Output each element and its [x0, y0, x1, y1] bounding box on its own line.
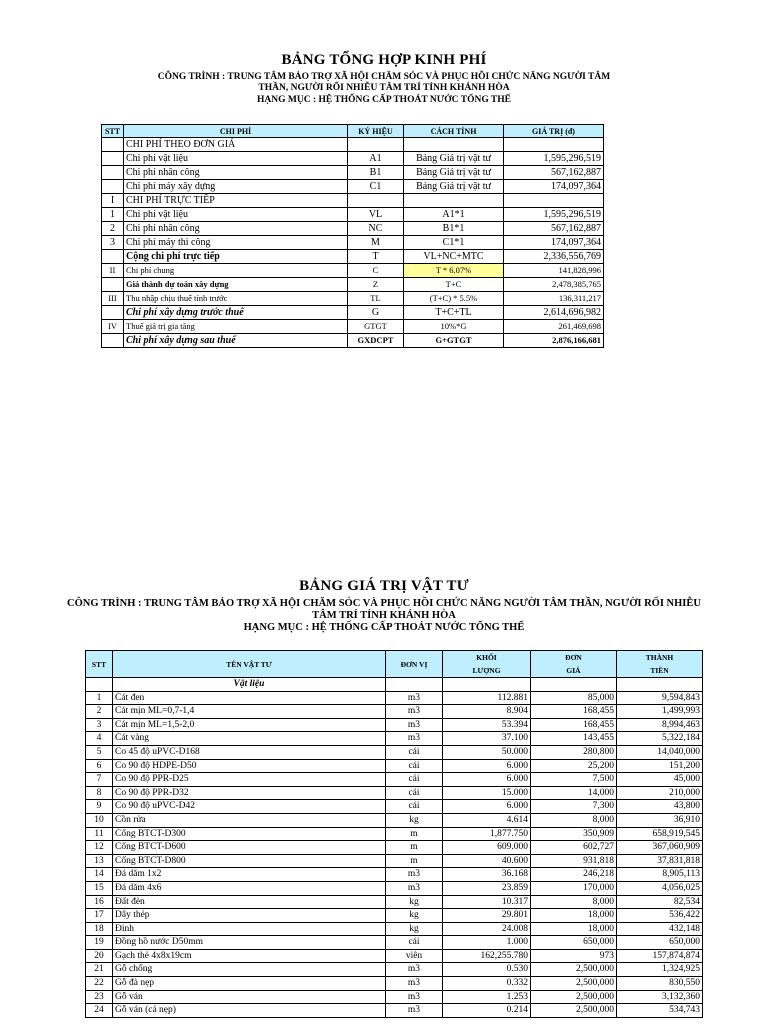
mat-stt: 7 [86, 773, 113, 787]
materials-title: BẢNG GIÁ TRỊ VẬT TƯ [299, 578, 469, 594]
mat-price: 18,000 [531, 922, 617, 936]
mat-name: Dây thép [113, 909, 386, 923]
summary-stt: II [102, 264, 124, 278]
mat-unit: m3 [386, 881, 443, 895]
materials-row [86, 732, 703, 746]
mat-unit: m3 [386, 732, 443, 746]
summary-ky-hieu: GXDCPT [348, 334, 404, 348]
summary-stt [102, 166, 124, 180]
summary-gia-tri [504, 194, 604, 208]
summary-gia-tri: 2,478,385,765 [504, 278, 604, 292]
mat-price: 8,000 [531, 813, 617, 827]
summary-ky-hieu: B1 [348, 166, 404, 180]
mat-unit: cái [386, 936, 443, 950]
materials-row [86, 718, 703, 732]
mat-qty: 8.904 [443, 705, 531, 719]
mat-stt: 4 [86, 732, 113, 746]
summary-chi-phi: Chi phí nhân công [124, 222, 348, 236]
mat-unit: viên [386, 949, 443, 963]
mat-qty: 29.801 [443, 909, 531, 923]
materials-row [86, 705, 703, 719]
summary-gia-tri: 2,614,696,982 [504, 306, 604, 320]
summary-cach-tinh: Bảng Giá trị vật tư [404, 152, 504, 166]
mat-total: 1,499,993 [617, 705, 703, 719]
mat-price: 170,000 [531, 881, 617, 895]
mat-unit: cái [386, 800, 443, 814]
mat-name: Gỗ ván (cả nẹp) [113, 1004, 386, 1018]
materials-table [85, 650, 703, 1018]
summary-stt [102, 306, 124, 320]
summary-cach-tinh: VL+NC+MTC [404, 250, 504, 264]
summary-cach-tinh: T+C [404, 278, 504, 292]
mat-unit: cái [386, 745, 443, 759]
mat-unit: kg [386, 909, 443, 923]
mat-stt: 19 [86, 936, 113, 950]
mat-total: 367,060,909 [617, 841, 703, 855]
summary-stt [102, 180, 124, 194]
mat-price: 650,000 [531, 936, 617, 950]
mat-qty: 112.881 [443, 691, 531, 705]
mat-header-price [531, 651, 617, 678]
mat-stt: 22 [86, 977, 113, 991]
mat-qty: 1.253 [443, 990, 531, 1004]
summary-ky-hieu: A1 [348, 152, 404, 166]
summary-ky-hieu: GTGT [348, 320, 404, 334]
mat-name: Gỗ đà nẹp [113, 977, 386, 991]
mat-name: Co 90 độ PPR-D32 [113, 786, 386, 800]
mat-header-stt: STT [86, 651, 113, 678]
summary-row [102, 334, 604, 348]
summary-stt: 1 [102, 208, 124, 222]
mat-total: 157,874,874 [617, 949, 703, 963]
mat-total: 5,322,184 [617, 732, 703, 746]
mat-total: 82,534 [617, 895, 703, 909]
mat-header-qty-1: KHỐI [476, 653, 497, 662]
mat-qty: 0.530 [443, 963, 531, 977]
summary-row [102, 208, 604, 222]
header-gia-tri: GIÁ TRỊ (đ) [504, 125, 604, 138]
summary-chi-phi: Giá thành dự toán xây dựng [124, 278, 348, 292]
summary-cach-tinh: (T+C) * 5.5% [404, 292, 504, 306]
mat-unit: m3 [386, 718, 443, 732]
summary-cach-tinh: C1*1 [404, 236, 504, 250]
summary-chi-phi: Chi phí xây dựng trước thuế [124, 306, 348, 320]
summary-cach-tinh [404, 138, 504, 152]
mat-total: 1,324,925 [617, 963, 703, 977]
mat-name: Cống BTCT-D300 [113, 827, 386, 841]
mat-name: Co 90 độ uPVC-D42 [113, 800, 386, 814]
summary-category: HẠNG MỤC : HỆ THỐNG CẤP THOÁT NƯỚC TỔNG THỂ [257, 95, 511, 105]
summary-gia-tri: 567,162,887 [504, 222, 604, 236]
mat-qty: 40.600 [443, 854, 531, 868]
mat-stt: 1 [86, 691, 113, 705]
mat-name: Đồng hồ nước D50mm [113, 936, 386, 950]
mat-name: Đinh [113, 922, 386, 936]
materials-row [86, 691, 703, 705]
mat-stt: 24 [86, 1004, 113, 1018]
summary-ky-hieu: VL [348, 208, 404, 222]
mat-total: 830,550 [617, 977, 703, 991]
mat-name: Co 90 độ PPR-D25 [113, 773, 386, 787]
mat-price: 2,500,000 [531, 1004, 617, 1018]
mat-qty: 609.000 [443, 841, 531, 855]
summary-row [102, 250, 604, 264]
mat-stt: 13 [86, 854, 113, 868]
mat-qty: 0.214 [443, 1004, 531, 1018]
materials-header-row [86, 651, 703, 678]
mat-name: Co 90 độ HDPE-D50 [113, 759, 386, 773]
mat-price: 18,000 [531, 909, 617, 923]
summary-stt [102, 138, 124, 152]
mat-price: 602,727 [531, 841, 617, 855]
mat-unit: m3 [386, 977, 443, 991]
summary-gia-tri: 2,336,556,769 [504, 250, 604, 264]
summary-chi-phi: CHI PHÍ TRỰC TIẾP [124, 194, 348, 208]
mat-name: Gỗ chống [113, 963, 386, 977]
summary-stt: IV [102, 320, 124, 334]
summary-chi-phi: Chi phí vật liệu [124, 208, 348, 222]
summary-chi-phi: Cộng chi phí trực tiếp [124, 250, 348, 264]
materials-row [86, 745, 703, 759]
mat-price: 280,800 [531, 745, 617, 759]
summary-cach-tinh: Bảng Giá trị vật tư [404, 180, 504, 194]
summary-cach-tinh: T * 6.07% [404, 264, 504, 278]
summary-chi-phi: Thu nhập chịu thuế tính trước [124, 292, 348, 306]
mat-header-total-1: THÀNH [645, 653, 674, 662]
summary-row [102, 236, 604, 250]
summary-ky-hieu: C1 [348, 180, 404, 194]
summary-project-line2: THẦN, NGƯỜI RỐI NHIỄU TÂM TRÍ TỈNH KHÁNH HÒA [258, 83, 510, 93]
mat-stt: 17 [86, 909, 113, 923]
summary-gia-tri: 1,595,296,519 [504, 152, 604, 166]
mat-stt: 21 [86, 963, 113, 977]
mat-stt: 6 [86, 759, 113, 773]
summary-ky-hieu: NC [348, 222, 404, 236]
mat-total: 45,000 [617, 773, 703, 787]
materials-row [86, 963, 703, 977]
mat-name: Đá dăm 4x6 [113, 881, 386, 895]
summary-gia-tri: 2,876,166,681 [504, 334, 604, 348]
mat-name: Co 45 độ uPVC-D168 [113, 745, 386, 759]
mat-price: 8,000 [531, 895, 617, 909]
materials-row [86, 1004, 703, 1018]
summary-chi-phi: Chi phí nhân công [124, 166, 348, 180]
mat-price: 246,218 [531, 868, 617, 882]
summary-cach-tinh: Bảng Giá trị vật tư [404, 166, 504, 180]
mat-price: 931,818 [531, 854, 617, 868]
mat-qty: 10.317 [443, 895, 531, 909]
header-ky-hieu: KÝ HIỆU [348, 125, 404, 138]
materials-row [86, 854, 703, 868]
mat-unit: cái [386, 773, 443, 787]
mat-total: 8,905,113 [617, 868, 703, 882]
summary-ky-hieu [348, 194, 404, 208]
summary-stt: 2 [102, 222, 124, 236]
mat-stt: 14 [86, 868, 113, 882]
summary-ky-hieu: TL [348, 292, 404, 306]
mat-unit: m3 [386, 705, 443, 719]
mat-header-qty-2: LƯỢNG [472, 666, 501, 675]
summary-ky-hieu: C [348, 264, 404, 278]
mat-name: Cát vàng [113, 732, 386, 746]
summary-row [102, 138, 604, 152]
mat-price: 2,500,000 [531, 990, 617, 1004]
summary-chi-phi: Thuế giá trị gia tăng [124, 320, 348, 334]
mat-unit: cái [386, 786, 443, 800]
mat-stt: 3 [86, 718, 113, 732]
summary-stt: 3 [102, 236, 124, 250]
summary-chi-phi: Chi phí xây dựng sau thuế [124, 334, 348, 348]
materials-row [86, 786, 703, 800]
mat-name: Cống BTCT-D800 [113, 854, 386, 868]
materials-row [86, 895, 703, 909]
mat-name: Đá dăm 1x2 [113, 868, 386, 882]
mat-stt: 20 [86, 949, 113, 963]
mat-header-total [617, 651, 703, 678]
summary-row [102, 264, 604, 278]
mat-unit: m [386, 854, 443, 868]
mat-qty: 24.008 [443, 922, 531, 936]
summary-gia-tri: 141,828,996 [504, 264, 604, 278]
mat-name: Cồn rửa [113, 813, 386, 827]
mat-header-price-2: GIÁ [566, 666, 581, 675]
mat-total: 650,000 [617, 936, 703, 950]
summary-stt [102, 334, 124, 348]
summary-gia-tri: 1,595,296,519 [504, 208, 604, 222]
materials-row [86, 936, 703, 950]
summary-ky-hieu: G [348, 306, 404, 320]
summary-row [102, 320, 604, 334]
mat-stt: 11 [86, 827, 113, 841]
mat-price: 7,300 [531, 800, 617, 814]
mat-unit: m3 [386, 963, 443, 977]
mat-total: 151,200 [617, 759, 703, 773]
materials-category: HẠNG MỤC : HỆ THỐNG CẤP THOÁT NƯỚC TỔNG THỂ [243, 622, 525, 633]
summary-row [102, 222, 604, 236]
summary-chi-phi: CHI PHÍ THEO ĐƠN GIÁ [124, 138, 348, 152]
mat-name: Gỗ ván [113, 990, 386, 1004]
mat-price: 14,000 [531, 786, 617, 800]
materials-row [86, 977, 703, 991]
mat-qty: 50.000 [443, 745, 531, 759]
materials-project-line1: CÔNG TRÌNH : TRUNG TÂM BẢO TRỢ XÃ HỘI CHĂM SÓC VÀ PHỤC HỒI CHỨC NĂNG NGƯỜI TÂM THẦN, NGƯỜI RỐI NHIỄU [67, 598, 701, 609]
mat-qty: 36.168 [443, 868, 531, 882]
materials-row [86, 868, 703, 882]
mat-qty: 162,255.780 [443, 949, 531, 963]
mat-price: 25,200 [531, 759, 617, 773]
summary-ky-hieu: M [348, 236, 404, 250]
mat-header-total-2: TIỀN [650, 666, 669, 675]
mat-price: 168,455 [531, 705, 617, 719]
mat-unit: kg [386, 922, 443, 936]
summary-chi-phi: Chi phí máy xây dựng [124, 180, 348, 194]
mat-name: Đất đèn [113, 895, 386, 909]
mat-stt: 16 [86, 895, 113, 909]
mat-qty: 0.332 [443, 977, 531, 991]
mat-header-price-1: ĐƠN [565, 653, 582, 662]
summary-stt [102, 152, 124, 166]
summary-ky-hieu [348, 138, 404, 152]
summary-stt: III [102, 292, 124, 306]
mat-name: Cát đen [113, 691, 386, 705]
mat-qty: 6.000 [443, 759, 531, 773]
mat-name: Cát mịn ML=0,7-1,4 [113, 705, 386, 719]
summary-gia-tri: 136,311,217 [504, 292, 604, 306]
mat-stt: 12 [86, 841, 113, 855]
materials-row [86, 922, 703, 936]
mat-price: 2,500,000 [531, 963, 617, 977]
summary-row [102, 152, 604, 166]
mat-stt: 23 [86, 990, 113, 1004]
mat-unit: m3 [386, 691, 443, 705]
summary-table [101, 124, 604, 348]
materials-project-line2: TÂM TRÍ TỈNH KHÁNH HÒA [312, 610, 456, 621]
mat-stt: 18 [86, 922, 113, 936]
materials-row [86, 909, 703, 923]
mat-price: 143,455 [531, 732, 617, 746]
summary-cach-tinh: B1*1 [404, 222, 504, 236]
materials-row [86, 800, 703, 814]
mat-stt: 2 [86, 705, 113, 719]
mat-total: 210,000 [617, 786, 703, 800]
summary-row [102, 278, 604, 292]
mat-price: 350,909 [531, 827, 617, 841]
summary-gia-tri [504, 138, 604, 152]
mat-qty: 4.614 [443, 813, 531, 827]
mat-stt: 15 [86, 881, 113, 895]
summary-gia-tri: 174,097,364 [504, 180, 604, 194]
mat-unit: m [386, 841, 443, 855]
mat-unit: cái [386, 759, 443, 773]
mat-stt: 9 [86, 800, 113, 814]
mat-price: 168,455 [531, 718, 617, 732]
summary-chi-phi: Chi phí chung [124, 264, 348, 278]
materials-row [86, 773, 703, 787]
mat-total: 3,132,360 [617, 990, 703, 1004]
materials-group-label: Vật liệu [113, 678, 386, 692]
mat-name: Cát mịn ML=1,5-2,0 [113, 718, 386, 732]
mat-unit: m3 [386, 990, 443, 1004]
mat-header-name: TÊN VẬT TƯ [113, 651, 386, 678]
mat-total: 14,040,000 [617, 745, 703, 759]
summary-ky-hieu: Z [348, 278, 404, 292]
materials-row [86, 949, 703, 963]
mat-unit: m3 [386, 1004, 443, 1018]
summary-ky-hieu: T [348, 250, 404, 264]
mat-price: 85,000 [531, 691, 617, 705]
summary-row [102, 306, 604, 320]
materials-row [86, 827, 703, 841]
mat-unit: m3 [386, 868, 443, 882]
mat-price: 2,500,000 [531, 977, 617, 991]
mat-header-qty [443, 651, 531, 678]
summary-gia-tri: 174,097,364 [504, 236, 604, 250]
summary-cach-tinh [404, 194, 504, 208]
mat-price: 973 [531, 949, 617, 963]
mat-total: 9,594,843 [617, 691, 703, 705]
mat-unit: m [386, 827, 443, 841]
summary-stt: I [102, 194, 124, 208]
mat-qty: 6.000 [443, 773, 531, 787]
summary-cach-tinh: G+GTGT [404, 334, 504, 348]
mat-qty: 1.000 [443, 936, 531, 950]
header-cach-tinh: CÁCH TÍNH [404, 125, 504, 138]
mat-total: 432,148 [617, 922, 703, 936]
summary-row [102, 292, 604, 306]
mat-total: 658,919,545 [617, 827, 703, 841]
materials-row [86, 881, 703, 895]
header-chi-phi: CHI PHÍ [124, 125, 348, 138]
materials-row [86, 813, 703, 827]
mat-total: 43,800 [617, 800, 703, 814]
mat-qty: 15.000 [443, 786, 531, 800]
summary-stt [102, 278, 124, 292]
summary-gia-tri: 567,162,887 [504, 166, 604, 180]
materials-row [86, 841, 703, 855]
mat-name: Cống BTCT-D600 [113, 841, 386, 855]
summary-cach-tinh: T+C+TL [404, 306, 504, 320]
mat-qty: 1,877.750 [443, 827, 531, 841]
summary-cach-tinh: A1*1 [404, 208, 504, 222]
mat-total: 4,056,025 [617, 881, 703, 895]
mat-total: 8,994,463 [617, 718, 703, 732]
summary-row [102, 180, 604, 194]
summary-row [102, 166, 604, 180]
mat-name: Gạch thẻ 4x8x19cm [113, 949, 386, 963]
mat-stt: 10 [86, 813, 113, 827]
summary-title: BẢNG TỔNG HỢP KINH PHÍ [281, 52, 487, 68]
mat-total: 534,743 [617, 1004, 703, 1018]
mat-total: 536,422 [617, 909, 703, 923]
materials-group-row [86, 678, 703, 692]
mat-unit: kg [386, 895, 443, 909]
summary-gia-tri: 261,469,698 [504, 320, 604, 334]
materials-row [86, 759, 703, 773]
mat-total: 37,831,818 [617, 854, 703, 868]
header-stt: STT [102, 125, 124, 138]
mat-qty: 23.859 [443, 881, 531, 895]
mat-total: 36,910 [617, 813, 703, 827]
mat-price: 7,500 [531, 773, 617, 787]
summary-chi-phi: Chi phí máy thi công [124, 236, 348, 250]
mat-header-unit: ĐƠN VỊ [386, 651, 443, 678]
mat-unit: kg [386, 813, 443, 827]
mat-qty: 37.100 [443, 732, 531, 746]
summary-row [102, 194, 604, 208]
summary-chi-phi: Chi phí vật liệu [124, 152, 348, 166]
mat-stt: 5 [86, 745, 113, 759]
summary-header-row [102, 125, 604, 138]
summary-stt [102, 250, 124, 264]
mat-stt: 8 [86, 786, 113, 800]
summary-cach-tinh: 10%*G [404, 320, 504, 334]
mat-qty: 53.394 [443, 718, 531, 732]
mat-qty: 6.000 [443, 800, 531, 814]
summary-project-line1: CÔNG TRÌNH : TRUNG TÂM BẢO TRỢ XÃ HỘI CHĂM SÓC VÀ PHỤC HỒI CHỨC NĂNG NGƯỜI TÂM [157, 72, 611, 82]
materials-row [86, 990, 703, 1004]
